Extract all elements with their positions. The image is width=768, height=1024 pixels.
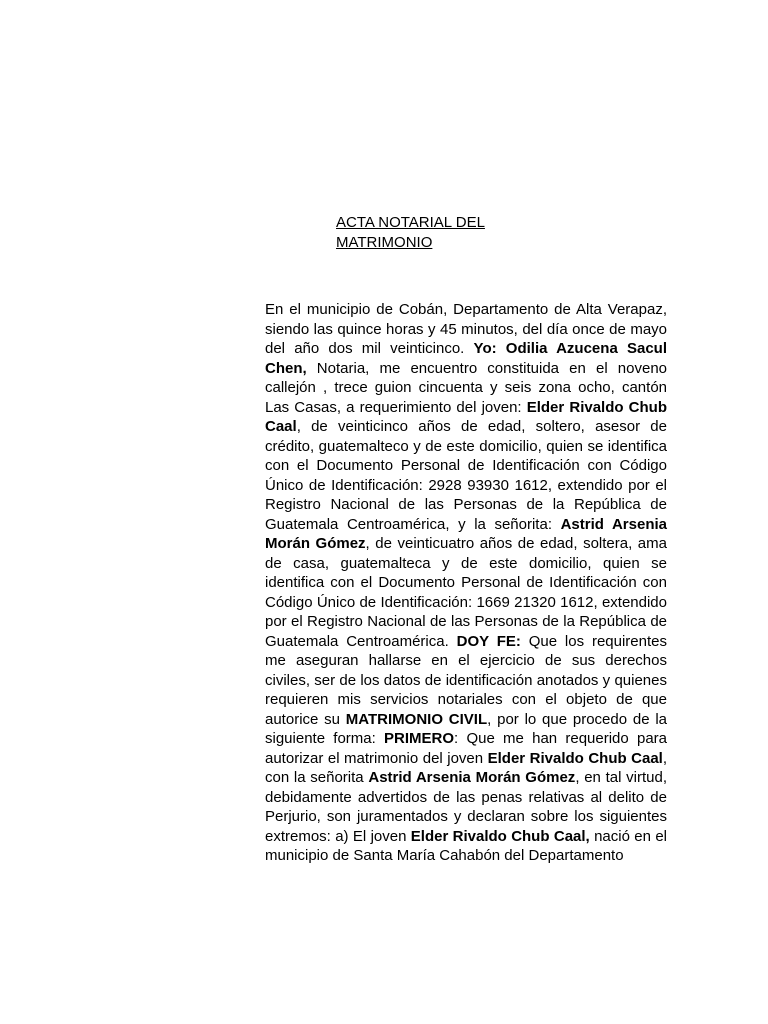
bold-text-segment: MATRIMONIO CIVIL — [345, 710, 488, 728]
title-line-1: ACTA NOTARIAL DEL — [336, 214, 485, 231]
bold-text-segment: Yo: Odilia Azucena Sacul Chen, — [265, 340, 667, 377]
text-segment: : Que me han requerido para autorizar el matrimonio del joven — [265, 730, 668, 767]
text-segment: , con la señorita — [265, 749, 668, 786]
text-segment: Que los requirentes me aseguran hallarse en el ejercicio de sus derechos civiles, ser de los datos de identificación anotados y quienes requieren mis servicios notariales con el objeto de que autorice su — [265, 632, 667, 728]
text-segment: , de veinticuatro años de edad, soltera, ama de casa, guatemalteca y de este domicilio, quien se identifica con el Documento Personal de Identificación con Código Único de Identificación: 1669 21320 1612, extendido por el Registro Nacional de las Personas de la República de Guatemala Centroamérica. — [265, 535, 667, 650]
document-body-paragraph — [265, 300, 667, 866]
document-title — [336, 213, 556, 253]
bold-text-segment: Astrid Arsenia Morán Gómez — [265, 515, 667, 552]
bold-text-segment: Astrid Arsenia Morán Gómez — [368, 769, 576, 786]
text-segment: En el municipio de Cobán, Departamento de Alta Verapaz, siendo las quince horas y 45 minutos, del día once de mayo del año dos mil veinticinco. — [265, 301, 667, 357]
bold-text-segment: DOY FE: — [456, 632, 521, 650]
text-segment: nació en el municipio de Santa María Cahabón del Departamento — [265, 827, 667, 864]
bold-text-segment: Elder Rivaldo Chub Caal, — [410, 827, 590, 845]
text-segment: , de veinticinco años de edad, soltero, asesor de crédito, guatemalteco y de este domicilio, quien se identifica con el Documento Personal de Identificación con Código Único de Identificación: 2928 93930 1612, extendido por el Registro Nacional de las Personas de la República de Guatemala Centroamérica, y la señorita: — [265, 418, 667, 533]
text-segment: Notaria, me encuentro constituida en el noveno callejón , trece guion cincuenta y seis zona ocho, cantón Las Casas, a requerimiento del joven: — [265, 359, 667, 416]
bold-text-segment: Elder Rivaldo Chub Caal — [265, 398, 667, 435]
bold-text-segment: Elder Rivaldo Chub Caal — [487, 749, 663, 767]
title-line-2: MATRIMONIO — [336, 234, 433, 251]
bold-text-segment: PRIMERO — [384, 730, 455, 747]
text-segment: , en tal virtud, debidamente advertidos de las penas relativas al delito de Perjurio, son juramentados y declaran sobre los siguientes extremos: a) El joven — [265, 769, 667, 845]
text-segment: , por lo que procedo de la siguiente forma: — [265, 710, 667, 747]
